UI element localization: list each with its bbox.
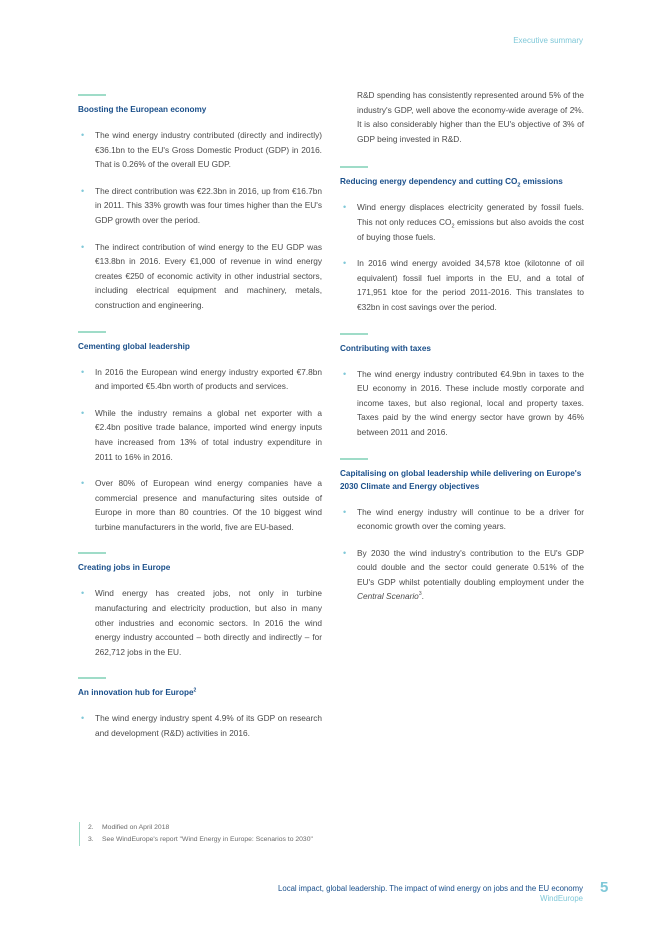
section-innovation-hub <box>78 677 322 740</box>
footnote-number: 3. <box>88 836 94 843</box>
italic-term: Central Scenario <box>357 591 419 602</box>
footnotes <box>79 822 313 846</box>
page-number: 5 <box>600 879 609 896</box>
running-header: Executive summary <box>513 36 583 45</box>
list-item <box>340 200 584 244</box>
section-rule <box>340 458 368 460</box>
section-rule <box>78 331 106 333</box>
footnote-number: 2. <box>88 824 94 831</box>
section-boosting-economy <box>78 94 322 313</box>
list-item: • The direct contribution was €22.3bn in 2016, up from €16.7bn in 2011. This 33% growth was four times higher than the EU's GDP growth over the period. <box>78 184 322 228</box>
section-capitalising <box>340 458 584 605</box>
subscript: 2 <box>517 183 521 190</box>
section-rule <box>340 166 368 168</box>
section-taxes <box>340 333 584 440</box>
bullet-list <box>78 128 322 313</box>
section-rule <box>78 94 106 96</box>
list-item: • The wind energy industry will continue to be a driver for economic growth over the coming years. <box>340 505 584 534</box>
list-item <box>340 546 584 604</box>
list-item: • Wind energy has created jobs, not only in turbine manufacturing and electricity production, but also in many other industries and economic sectors. In 2016 the wind energy industry accounted – both directly and indirectly – for 262,712 jobs in the EU. <box>78 586 322 659</box>
section-global-leadership <box>78 331 322 535</box>
list-item: • The wind energy industry contributed (directly and indirectly) €36.1bn to the EU's Gross Domestic Product (GDP) in 2016. That is 0.26% of the overall EU GDP. <box>78 128 322 172</box>
section-title: Contributing with taxes <box>340 343 431 353</box>
list-item: • The indirect contribution of wind energy to the EU GDP was €13.8bn in 2016. Every €1,000 of revenue in wind energy creates €250 of economic activity in other industrial sectors, including electrical equipment and machinery, metals, construction and engineering. <box>78 240 322 313</box>
list-item: • Over 80% of European wind energy companies have a commercial presence and manufacturing sites outside of Europe in more than 80 countries. Of the 10 biggest wind turbine manufacturers in the world, five are EU-based. <box>78 476 322 534</box>
section-title <box>78 686 322 699</box>
bullet-list <box>340 367 584 440</box>
section-rule <box>78 552 106 554</box>
page-footer <box>278 884 583 904</box>
section-title-text: Reducing energy dependency and cutting CO <box>340 177 518 187</box>
list-item: • While the industry remains a global net exporter with a €2.4bn positive trade balance, imported wind energy inputs have increased from 13% of total industry expenditure in 2011 to 16% in 2016. <box>78 406 322 464</box>
bullet-list <box>78 586 322 659</box>
section-title-text: emissions <box>520 177 563 187</box>
section-title: Capitalising on global leadership while delivering on Europe's 2030 Climate and Energy objectives <box>340 468 582 491</box>
left-column <box>78 94 322 759</box>
bullet-list <box>340 200 584 314</box>
bullet-list <box>340 505 584 605</box>
section-energy-dependency <box>340 166 584 314</box>
section-rule <box>340 333 368 335</box>
list-item: • In 2016 the European wind energy industry exported €7.8bn and imported €5.4bn worth of products and services. <box>78 365 322 394</box>
bullet-text: Wind energy displaces electricity generated by fossil fuels. This not only reduces CO <box>357 202 584 227</box>
footer-brand: WindEurope <box>540 894 583 903</box>
section-title: Boosting the European economy <box>78 105 207 114</box>
bullet-text: . <box>421 591 424 602</box>
footnote-text: Modified on April 2018 <box>102 824 170 831</box>
footnote-ref[interactable]: 2 <box>193 687 197 694</box>
footnote <box>88 822 313 834</box>
section-title: Creating jobs in Europe <box>78 563 171 573</box>
footnote-ref[interactable]: 3 <box>418 591 422 598</box>
footnote-text: See WindEurope's report "Wind Energy in Europe: Scenarios to 2030" <box>102 836 313 843</box>
section-title <box>340 175 584 188</box>
footer-title: Local impact, global leadership. The impact of wind energy on jobs and the EU economy <box>278 884 583 893</box>
bullet-list <box>78 365 322 535</box>
bullet-text: By 2030 the wind industry's contribution to the EU's GDP could double and the sector could generate 0.51% of the EU's GDP whilst potentially doubling employment under the <box>357 547 584 587</box>
bullet-text: emissions but also avoids the cost of buying those fuels. <box>357 216 584 242</box>
list-item: • In 2016 wind energy avoided 34,578 ktoe (kilotonne of oil equivalent) fossil fuel imports in the EU, and a total of 171,951 ktoe for the period 2011-2016. This translates to €32bn in cost savings over the period. <box>340 256 584 314</box>
section-title-text: An innovation hub for Europe <box>78 688 194 698</box>
list-item: • The wind energy industry spent 4.9% of its GDP on research and development (R&D) activities in 2016. <box>78 711 322 740</box>
footnote <box>88 834 313 846</box>
bullet-list <box>78 711 322 740</box>
subscript: 2 <box>451 223 455 230</box>
section-creating-jobs <box>78 552 322 659</box>
section-title: Cementing global leadership <box>78 341 190 351</box>
continued-paragraph: R&D spending has consistently represented around 5% of the industry's GDP, well above the economy-wide average of 2%. It is also considerably higher than the EU's objective of 3% of GDP being invested in R&D. <box>357 90 584 144</box>
list-item: • The wind energy industry contributed €4.9bn in taxes to the EU economy in 2016. These include mostly corporate and income taxes, but also regional, local and property taxes. Taxes paid by the wind energy sector have grown by 46% between 2011 and 2016. <box>340 367 584 440</box>
right-column <box>340 88 584 622</box>
section-rule <box>78 677 106 679</box>
